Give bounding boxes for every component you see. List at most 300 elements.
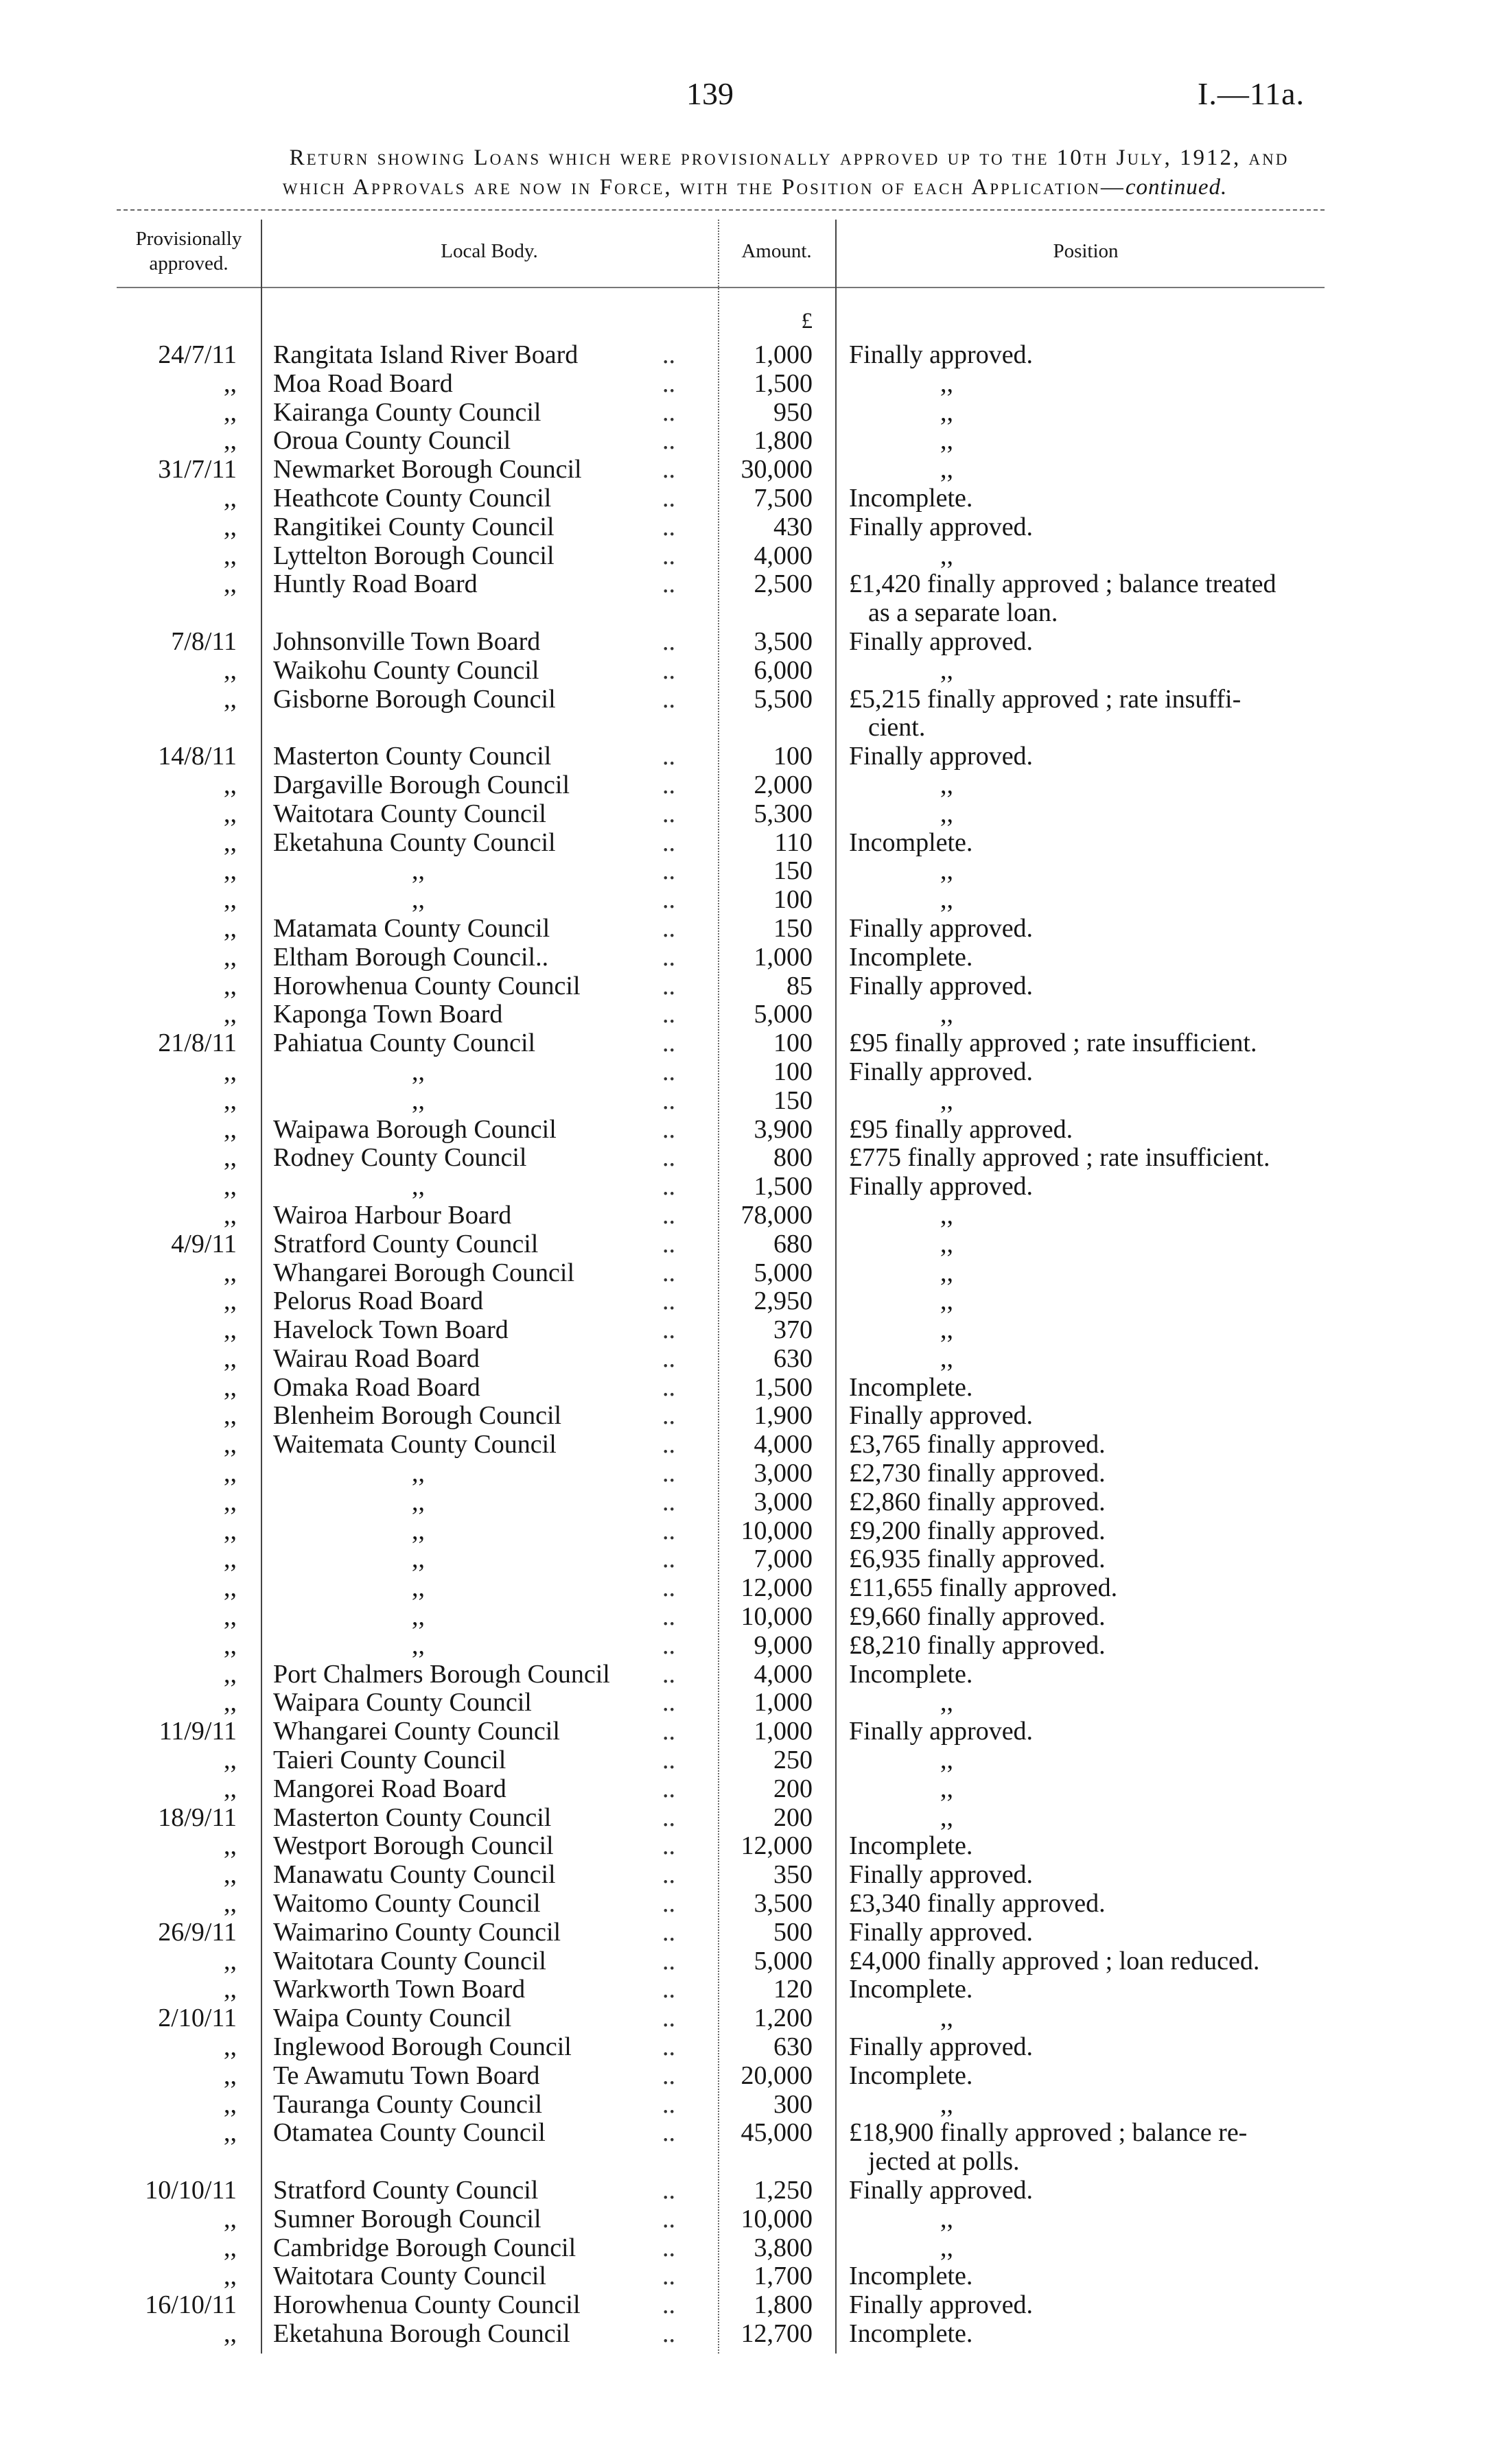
row-position xyxy=(849,2176,1322,2205)
row-date: 11/9/11 xyxy=(159,1717,237,1746)
row-amount: 1,000 xyxy=(754,942,813,972)
row-amount: 12,700 xyxy=(741,2319,813,2348)
row-amount: 1,250 xyxy=(754,2176,813,2205)
row-position xyxy=(849,1459,1322,1488)
column-header-position: Position xyxy=(1053,240,1119,262)
table-row xyxy=(0,1661,1492,1689)
row-position xyxy=(940,1087,1414,1116)
row-leader-dots: .. xyxy=(662,1545,675,1574)
row-position-text: ,, xyxy=(940,541,953,570)
row-date: ,, xyxy=(224,1258,237,1287)
column-header-local-body: Local Body. xyxy=(441,240,538,262)
row-amount: 12,000 xyxy=(741,1573,813,1603)
row-position-continuation: jected at polls. xyxy=(868,2147,1020,2176)
table-row xyxy=(0,1545,1492,1574)
row-position xyxy=(849,1603,1322,1632)
row-position xyxy=(940,1259,1414,1288)
row-date: ,, xyxy=(224,2089,237,2119)
row-local-body: Te Awamutu Town Board xyxy=(273,2061,540,2090)
row-local-body: Mangorei Road Board xyxy=(273,1774,506,1803)
row-position xyxy=(849,341,1322,370)
row-date: 10/10/11 xyxy=(145,2176,237,2205)
row-position xyxy=(940,1316,1414,1345)
table-row xyxy=(0,1316,1492,1345)
row-position xyxy=(849,1144,1322,1173)
table-row xyxy=(0,456,1492,484)
row-local-body: Oroua County Council xyxy=(273,426,511,456)
row-position-text: £775 finally approved ; rate insufficient. xyxy=(849,1143,1270,1173)
row-leader-dots: .. xyxy=(662,942,675,972)
row-amount: 2,500 xyxy=(754,570,813,599)
row-amount: 100 xyxy=(773,1029,813,1058)
row-date: ,, xyxy=(224,770,237,799)
table-row xyxy=(0,542,1492,571)
row-position-text: ,, xyxy=(940,1746,953,1775)
row-leader-dots: .. xyxy=(662,455,675,484)
row-leader-dots: .. xyxy=(662,1487,675,1516)
row-position xyxy=(849,829,1322,858)
row-local-body: Stratford County Council xyxy=(273,2176,539,2205)
row-amount: 3,500 xyxy=(754,1889,813,1919)
row-position-text: ,, xyxy=(940,856,953,886)
row-date: ,, xyxy=(224,1688,237,1717)
row-local-body: Whangarei County Council xyxy=(273,1717,560,1746)
row-leader-dots: .. xyxy=(662,1258,675,1287)
row-local-body: Westport Borough Council xyxy=(273,1831,554,1861)
row-position-text: ,, xyxy=(940,2089,953,2119)
column-header-provisionally-approved: Provisionally approved. xyxy=(135,228,242,274)
row-amount: 630 xyxy=(773,2032,813,2062)
row-local-body: Manawatu County Council xyxy=(273,1860,556,1890)
row-date: ,, xyxy=(224,2319,237,2348)
row-leader-dots: .. xyxy=(662,1372,675,1402)
row-position xyxy=(849,2119,1322,2176)
loan-table-body xyxy=(0,341,1492,2349)
row-position xyxy=(849,685,1322,743)
row-leader-dots: .. xyxy=(662,1200,675,1230)
row-leader-dots: .. xyxy=(662,828,675,857)
row-position xyxy=(849,570,1322,628)
table-row xyxy=(0,484,1492,513)
row-leader-dots: .. xyxy=(662,2319,675,2348)
row-leader-dots: .. xyxy=(662,742,675,771)
row-leader-dots: .. xyxy=(662,1172,675,1201)
table-row xyxy=(0,1574,1492,1603)
row-leader-dots: .. xyxy=(662,1889,675,1919)
table-row xyxy=(0,2033,1492,2062)
table-row xyxy=(0,972,1492,1001)
row-position xyxy=(849,943,1322,972)
table-row xyxy=(0,1717,1492,1746)
row-position xyxy=(940,1345,1414,1374)
row-local-body: Taieri County Council xyxy=(273,1746,506,1775)
currency-symbol: £ xyxy=(801,309,813,333)
row-leader-dots: .. xyxy=(662,368,675,398)
row-position-text: ,, xyxy=(940,2233,953,2262)
row-amount: 9,000 xyxy=(754,1630,813,1660)
row-date: ,, xyxy=(224,1889,237,1919)
row-position xyxy=(849,972,1322,1001)
row-leader-dots: .. xyxy=(662,684,675,714)
row-local-body: Waimarino County Council xyxy=(273,1917,561,1947)
row-local-body: Port Chalmers Borough Council xyxy=(273,1659,610,1689)
row-position-text: ,, xyxy=(940,1774,953,1803)
table-row xyxy=(0,427,1492,456)
row-amount: 1,200 xyxy=(754,2004,813,2033)
table-row xyxy=(0,1230,1492,1259)
row-local-body: Rodney County Council xyxy=(273,1143,527,1173)
row-position-continuation: as a separate loan. xyxy=(868,598,1058,628)
row-amount: 370 xyxy=(773,1315,813,1345)
row-position xyxy=(849,2291,1322,2320)
table-row xyxy=(0,657,1492,685)
row-position-text: ,, xyxy=(940,1000,953,1029)
table-row xyxy=(0,1201,1492,1230)
row-leader-dots: .. xyxy=(662,1946,675,1975)
row-local-body: Newmarket Borough Council xyxy=(273,455,582,484)
row-position xyxy=(849,1661,1322,1689)
table-row xyxy=(0,1459,1492,1488)
table-row xyxy=(0,886,1492,915)
row-leader-dots: .. xyxy=(662,2233,675,2262)
row-leader-dots: .. xyxy=(662,426,675,456)
row-leader-dots: .. xyxy=(662,1000,675,1029)
row-leader-dots: .. xyxy=(662,1975,675,2004)
row-date: ,, xyxy=(224,799,237,828)
table-row xyxy=(0,1087,1492,1116)
row-position xyxy=(849,1861,1322,1890)
table-row xyxy=(0,2176,1492,2205)
row-amount: 5,000 xyxy=(754,1000,813,1029)
row-position xyxy=(849,484,1322,513)
row-amount: 3,800 xyxy=(754,2233,813,2262)
row-amount: 10,000 xyxy=(741,1602,813,1632)
table-row xyxy=(0,685,1492,743)
row-position xyxy=(849,1574,1322,1603)
row-leader-dots: .. xyxy=(662,570,675,599)
row-position xyxy=(940,1000,1414,1029)
row-leader-dots: .. xyxy=(662,2004,675,2033)
row-amount: 800 xyxy=(773,1143,813,1173)
row-date: ,, xyxy=(224,1573,237,1603)
row-position-text: ,, xyxy=(940,397,953,427)
row-amount: 5,500 xyxy=(754,684,813,714)
table-row xyxy=(0,915,1492,943)
row-date: ,, xyxy=(224,1200,237,1230)
row-local-body: ,, xyxy=(412,1516,425,1545)
table-row xyxy=(0,2091,1492,2120)
table-row xyxy=(0,2062,1492,2091)
row-leader-dots: .. xyxy=(662,483,675,513)
row-local-body: ,, xyxy=(412,1602,425,1632)
row-leader-dots: .. xyxy=(662,1344,675,1373)
row-local-body: Havelock Town Board xyxy=(273,1315,509,1345)
row-date: 14/8/11 xyxy=(158,742,237,771)
row-position xyxy=(940,2234,1414,2263)
row-date: ,, xyxy=(224,971,237,1000)
row-local-body: Pahiatua County Council xyxy=(273,1029,536,1058)
row-position-text: Finally approved. xyxy=(849,1172,1034,1201)
row-position-text: £4,000 finally approved ; loan reduced. xyxy=(849,1946,1260,1975)
row-amount: 1,000 xyxy=(754,1717,813,1746)
row-leader-dots: .. xyxy=(662,2204,675,2233)
row-local-body: Sumner Borough Council xyxy=(273,2204,541,2233)
row-local-body: Stratford County Council xyxy=(273,1229,539,1258)
row-amount: 4,000 xyxy=(754,1659,813,1689)
row-position xyxy=(849,1919,1322,1947)
row-position xyxy=(849,1431,1322,1459)
row-date: 4/9/11 xyxy=(171,1229,237,1258)
row-amount: 1,500 xyxy=(754,1372,813,1402)
row-position-text: £1,420 finally approved ; balance treated xyxy=(849,570,1277,599)
row-position-text: Finally approved. xyxy=(849,1057,1034,1086)
table-row xyxy=(0,370,1492,399)
row-leader-dots: .. xyxy=(662,1630,675,1660)
row-position xyxy=(940,1804,1414,1833)
row-position-text: Finally approved. xyxy=(849,626,1034,656)
row-position xyxy=(849,1947,1322,1976)
row-amount: 430 xyxy=(773,512,813,541)
row-position-text: £2,730 finally approved. xyxy=(849,1459,1106,1488)
top-rule xyxy=(117,209,1325,211)
row-local-body: Tauranga County Council xyxy=(273,2089,543,2119)
row-amount: 500 xyxy=(773,1917,813,1947)
row-local-body: ,, xyxy=(412,1487,425,1516)
row-position xyxy=(849,2033,1322,2062)
row-amount: 250 xyxy=(773,1746,813,1775)
row-amount: 5,000 xyxy=(754,1258,813,1287)
row-date: ,, xyxy=(224,655,237,685)
row-local-body: Moa Road Board xyxy=(273,368,453,398)
row-local-body: Wairoa Harbour Board xyxy=(273,1200,512,1230)
row-amount: 5,300 xyxy=(754,799,813,828)
row-position-text: £9,660 finally approved. xyxy=(849,1602,1106,1632)
table-row xyxy=(0,1975,1492,2004)
row-position-text: Finally approved. xyxy=(849,1717,1034,1746)
row-amount: 10,000 xyxy=(741,2204,813,2233)
row-local-body: Waipara County Council xyxy=(273,1688,532,1717)
row-leader-dots: .. xyxy=(662,1516,675,1545)
table-row xyxy=(0,1689,1492,1717)
row-position xyxy=(849,1173,1322,1201)
row-position xyxy=(849,1029,1322,1058)
row-leader-dots: .. xyxy=(662,1573,675,1603)
row-amount: 1,900 xyxy=(754,1401,813,1431)
table-row xyxy=(0,771,1492,800)
row-position xyxy=(940,771,1414,800)
row-leader-dots: .. xyxy=(662,1860,675,1890)
row-position-text: £5,215 finally approved ; rate insuffi- xyxy=(849,684,1242,714)
row-date: ,, xyxy=(224,1430,237,1459)
row-date: ,, xyxy=(224,2032,237,2062)
table-row xyxy=(0,2291,1492,2320)
row-leader-dots: .. xyxy=(662,1057,675,1086)
row-leader-dots: .. xyxy=(662,512,675,541)
row-date: ,, xyxy=(224,856,237,886)
row-date: ,, xyxy=(224,885,237,915)
row-position xyxy=(940,2091,1414,2120)
row-leader-dots: .. xyxy=(662,2118,675,2148)
row-leader-dots: .. xyxy=(662,340,675,369)
row-local-body: Lyttelton Borough Council xyxy=(273,541,555,570)
row-position-text: £95 finally approved. xyxy=(849,1114,1073,1144)
row-amount: 350 xyxy=(773,1860,813,1890)
row-local-body: Waitomo County Council xyxy=(273,1889,541,1919)
row-position xyxy=(940,370,1414,399)
row-amount: 100 xyxy=(773,1057,813,1086)
table-row xyxy=(0,2234,1492,2263)
row-leader-dots: .. xyxy=(662,971,675,1000)
row-date: 31/7/11 xyxy=(158,455,237,484)
row-position-text: Finally approved. xyxy=(849,512,1034,541)
row-date: 26/9/11 xyxy=(158,1917,237,1947)
row-date: ,, xyxy=(224,1172,237,1201)
row-position xyxy=(940,2004,1414,2033)
row-leader-dots: .. xyxy=(662,1086,675,1115)
row-position xyxy=(849,2320,1322,2349)
row-date: ,, xyxy=(224,1372,237,1402)
row-position xyxy=(849,1058,1322,1087)
row-position-text: Incomplete. xyxy=(849,2061,973,2090)
row-position-text: ,, xyxy=(940,1258,953,1287)
row-local-body: Waikohu County Council xyxy=(273,655,539,685)
row-position xyxy=(849,2262,1322,2291)
row-date: ,, xyxy=(224,1659,237,1689)
row-position xyxy=(940,657,1414,685)
row-date: 21/8/11 xyxy=(158,1029,237,1058)
row-amount: 20,000 xyxy=(741,2061,813,2090)
row-leader-dots: .. xyxy=(662,1114,675,1144)
row-position-text: £6,935 finally approved. xyxy=(849,1545,1106,1574)
table-row xyxy=(0,2205,1492,2234)
document-reference: I.—11a. xyxy=(1198,76,1305,111)
row-position xyxy=(849,1545,1322,1574)
row-leader-dots: .. xyxy=(662,1917,675,1947)
row-position xyxy=(940,456,1414,484)
table-row xyxy=(0,2320,1492,2349)
row-local-body: Rangitata Island River Board xyxy=(273,340,579,369)
row-position xyxy=(849,1975,1322,2004)
table-row xyxy=(0,570,1492,628)
row-position-text: ,, xyxy=(940,2204,953,2233)
page-number: 139 xyxy=(686,76,734,111)
row-position xyxy=(940,1230,1414,1259)
row-position-text: ,, xyxy=(940,1086,953,1115)
row-amount: 4,000 xyxy=(754,541,813,570)
row-date: ,, xyxy=(224,397,237,427)
row-local-body: ,, xyxy=(412,1172,425,1201)
row-position xyxy=(849,915,1322,943)
caption-line-1: Return showing Loans which were provisionally approved up to the 10th July, 1912, and xyxy=(289,145,1290,170)
row-position-text: £9,200 finally approved. xyxy=(849,1516,1106,1545)
row-position-text: Incomplete. xyxy=(849,942,973,972)
row-date: ,, xyxy=(224,368,237,398)
table-row xyxy=(0,1861,1492,1890)
caption-line-2-main: which Approvals are now in Force, with the Position of each Application— xyxy=(282,175,1126,200)
row-position-text: ,, xyxy=(940,1200,953,1230)
row-amount: 3,900 xyxy=(754,1114,813,1144)
row-leader-dots: .. xyxy=(662,1717,675,1746)
row-leader-dots: .. xyxy=(662,1602,675,1632)
row-date: ,, xyxy=(224,1114,237,1144)
row-date: 16/10/11 xyxy=(145,2290,237,2320)
row-leader-dots: .. xyxy=(662,770,675,799)
row-date: ,, xyxy=(224,1831,237,1861)
row-date: ,, xyxy=(224,942,237,972)
table-row xyxy=(0,1116,1492,1145)
row-local-body: Waitotara County Council xyxy=(273,2262,546,2291)
row-leader-dots: .. xyxy=(662,1143,675,1173)
row-position xyxy=(849,2062,1322,2091)
row-amount: 150 xyxy=(773,913,813,943)
row-position-text: Incomplete. xyxy=(849,1975,973,2004)
row-position-text: Incomplete. xyxy=(849,1659,973,1689)
row-date: ,, xyxy=(224,1401,237,1431)
row-position-text: Finally approved. xyxy=(849,1860,1034,1890)
row-amount: 7,500 xyxy=(754,483,813,513)
row-position xyxy=(849,1116,1322,1145)
row-date: ,, xyxy=(224,1975,237,2004)
row-leader-dots: .. xyxy=(662,2032,675,2062)
row-leader-dots: .. xyxy=(662,655,675,685)
row-date: 18/9/11 xyxy=(158,1803,237,1832)
row-local-body: Dargaville Borough Council xyxy=(273,770,570,799)
row-date: ,, xyxy=(224,512,237,541)
table-row xyxy=(0,1402,1492,1431)
row-local-body: Eketahuna County Council xyxy=(273,828,556,857)
row-position xyxy=(849,1632,1322,1661)
caption-continued: continued. xyxy=(1125,175,1228,200)
row-date: ,, xyxy=(224,1487,237,1516)
row-leader-dots: .. xyxy=(662,1430,675,1459)
row-leader-dots: .. xyxy=(662,2176,675,2205)
row-local-body: ,, xyxy=(412,885,425,915)
row-position xyxy=(940,886,1414,915)
row-position-text: £18,900 finally approved ; balance re- xyxy=(849,2118,1248,2148)
table-row xyxy=(0,1058,1492,1087)
table-row xyxy=(0,1947,1492,1976)
row-amount: 680 xyxy=(773,1229,813,1258)
row-position xyxy=(940,1689,1414,1717)
row-position-text: Finally approved. xyxy=(849,1917,1034,1947)
row-local-body: Otamatea County Council xyxy=(273,2118,546,2148)
row-position xyxy=(940,1746,1414,1775)
row-position xyxy=(849,1402,1322,1431)
row-position-text: Incomplete. xyxy=(849,1831,973,1861)
row-local-body: ,, xyxy=(412,1630,425,1660)
table-row xyxy=(0,1603,1492,1632)
row-date: ,, xyxy=(224,541,237,570)
row-local-body: ,, xyxy=(412,856,425,886)
row-position-text: £3,765 finally approved. xyxy=(849,1430,1106,1459)
row-local-body: Huntly Road Board xyxy=(273,570,478,599)
row-local-body: Masterton County Council xyxy=(273,742,552,771)
row-position-text: ,, xyxy=(940,368,953,398)
row-position-text: ,, xyxy=(940,1803,953,1832)
row-position-text: Incomplete. xyxy=(849,828,973,857)
row-local-body: Gisborne Borough Council xyxy=(273,684,556,714)
row-amount: 78,000 xyxy=(741,1200,813,1230)
table-row xyxy=(0,513,1492,542)
row-position xyxy=(849,742,1322,771)
row-local-body: ,, xyxy=(412,1545,425,1574)
row-local-body: ,, xyxy=(412,1573,425,1603)
row-date: ,, xyxy=(224,1459,237,1488)
row-amount: 1,800 xyxy=(754,426,813,456)
table-row xyxy=(0,829,1492,858)
row-leader-dots: .. xyxy=(662,1746,675,1775)
row-position-text: Finally approved. xyxy=(849,2176,1034,2205)
